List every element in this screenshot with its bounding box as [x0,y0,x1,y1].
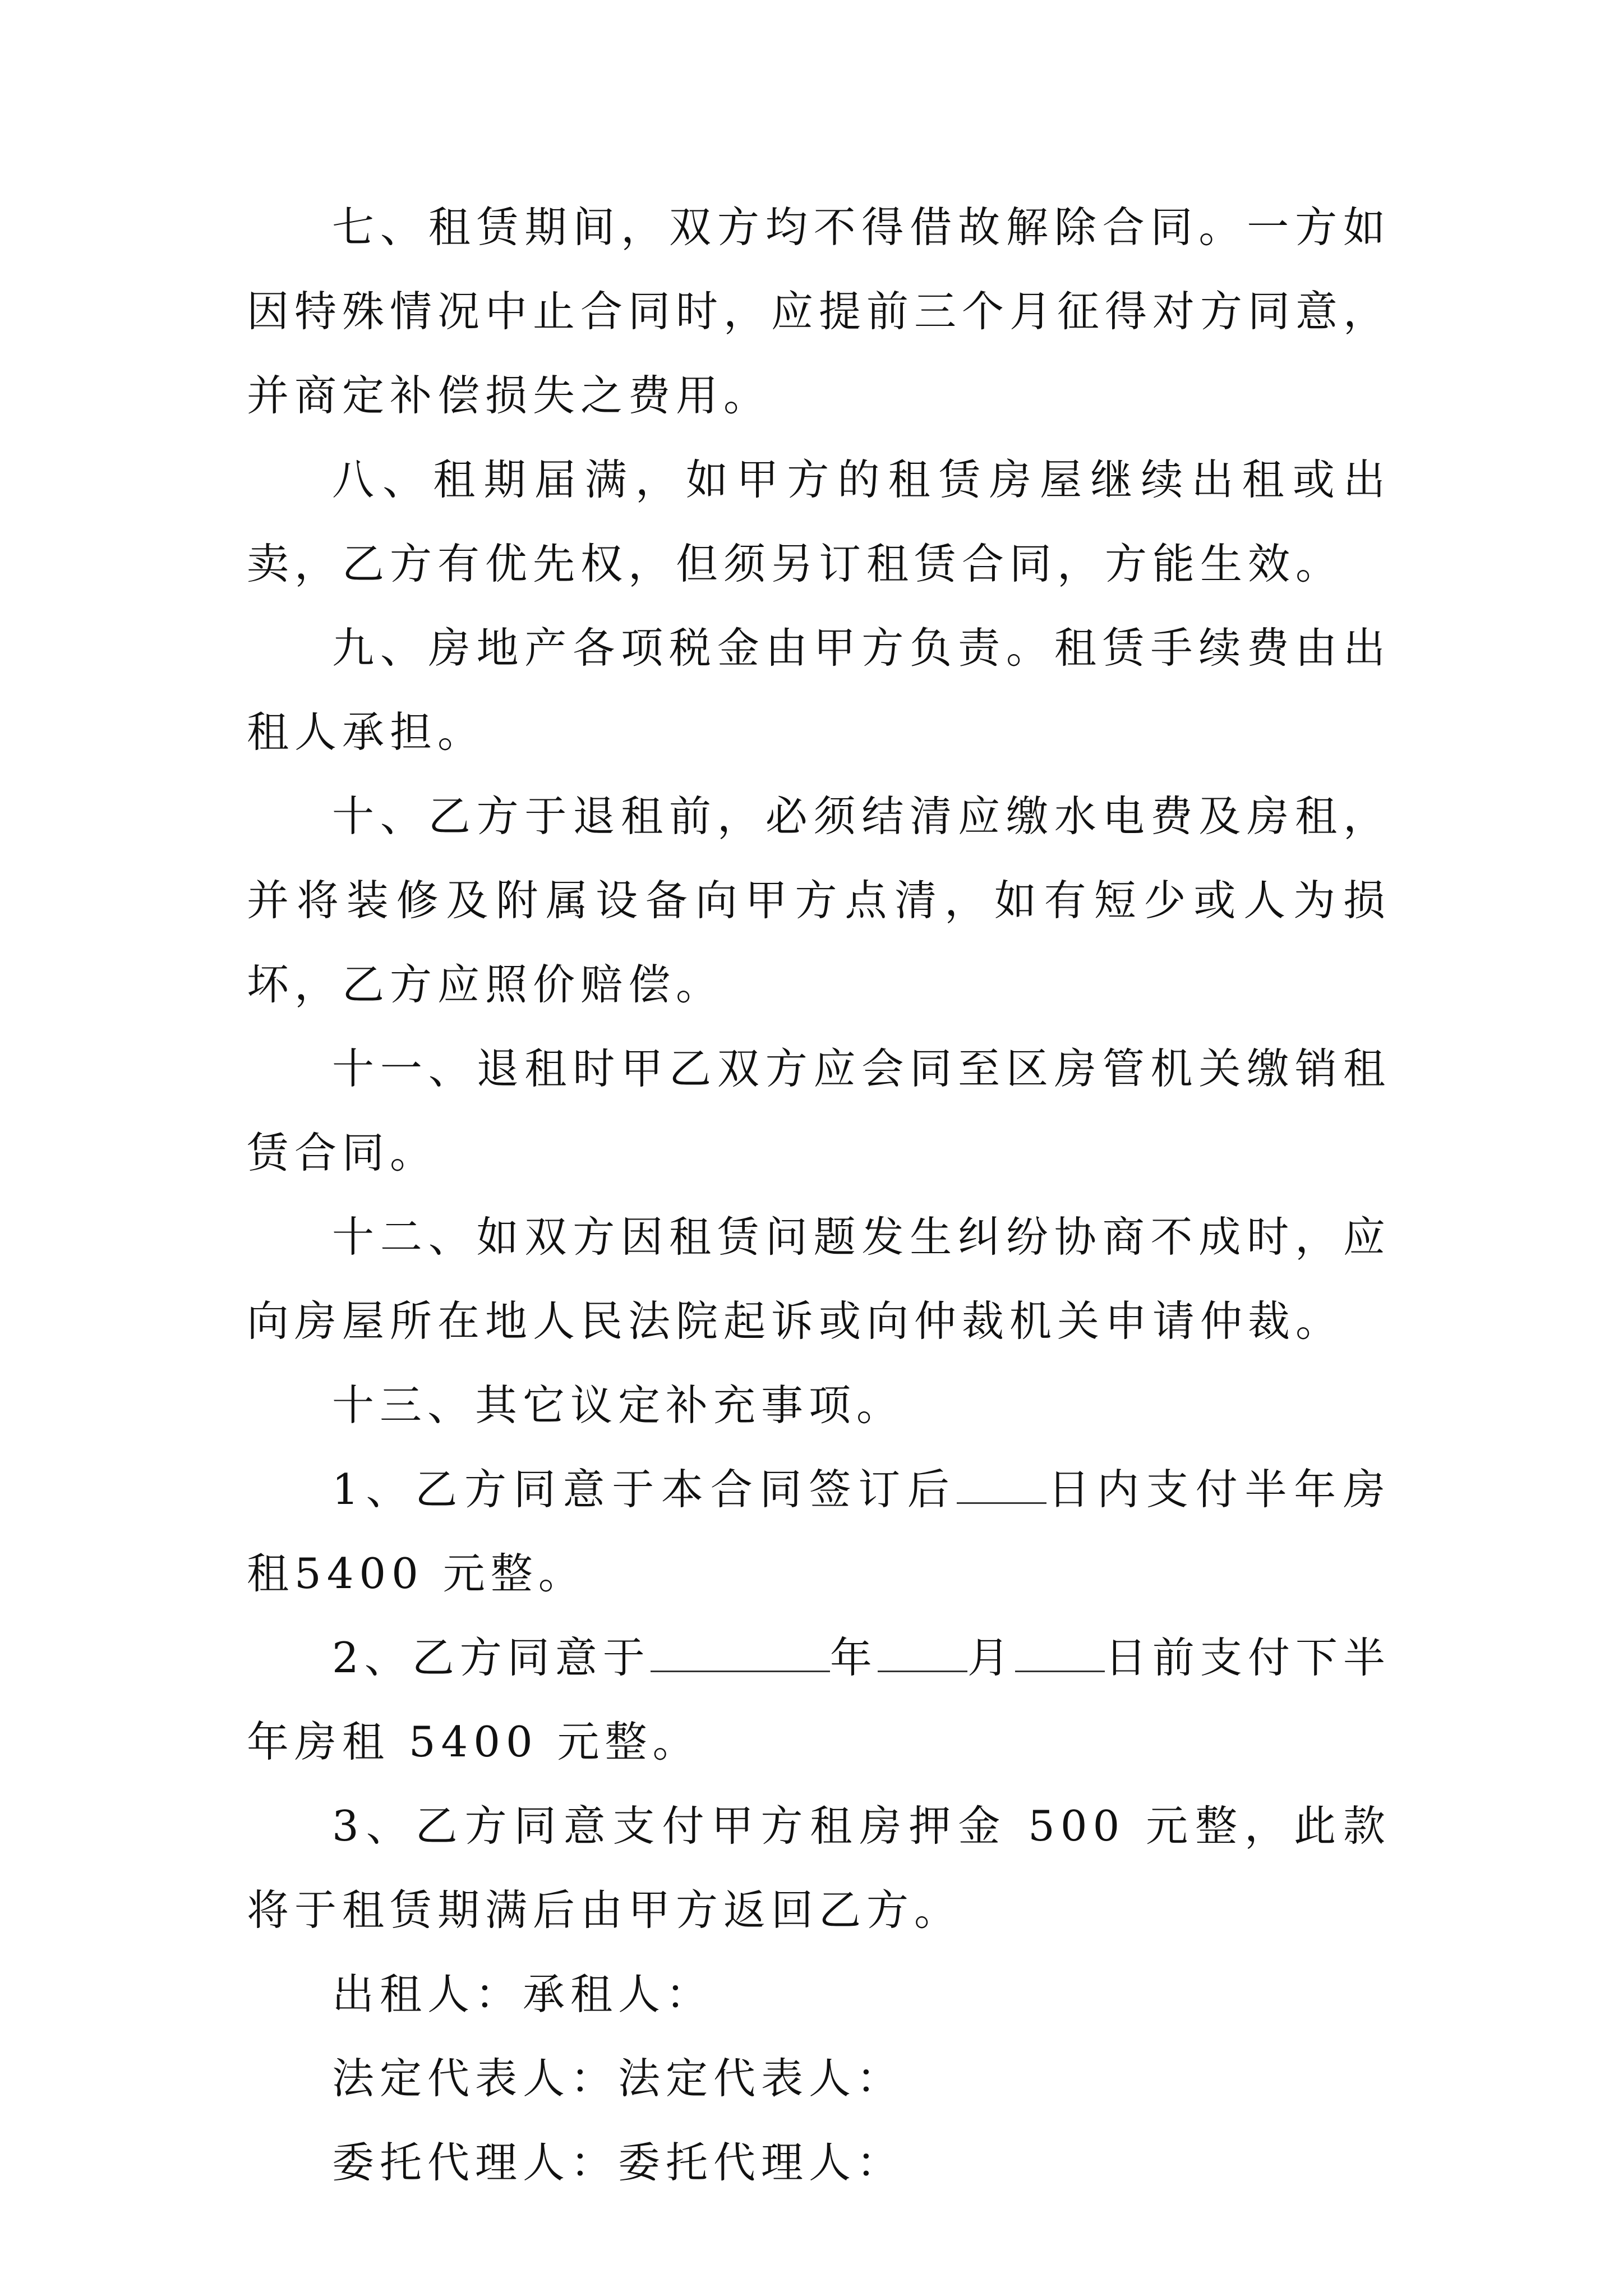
clause-12: 十二、如双方因租赁问题发生纠纷协商不成时，应向房屋所在地人民法院起诉或向仲裁机关申请仲裁。 [247,1212,1391,1346]
clause-10: 十、乙方于退租前，必须结清应缴水电费及房租，并将装修及附属设备向甲方点清，如有短少或人为损坏，乙方应照价赔偿。 [247,792,1391,1009]
clause-11: 十一、退租时甲乙双方应会同至区房管机关缴销租赁合同。 [247,1044,1391,1177]
clause-9: 九、房地产各项税金由甲方负责。租赁手续费由出租人承担。 [247,623,1391,757]
supplement-2-text-start: 2、乙方同意于 [332,1633,651,1682]
supplement-2 [247,1616,1391,1784]
signature-agents: 委托代理人：委托代理人： [332,2138,905,2187]
supplement-1 [247,1447,1391,1616]
signature-legal-representatives: 法定代表人：法定代表人： [332,2054,905,2103]
days-blank [957,1469,1046,1504]
supplement-1-text-start: 1、乙方同意于本合同签订后 [332,1465,957,1514]
year-blank [651,1637,830,1672]
contract-body [247,185,1391,2205]
clause-8: 八、租期届满，如甲方的租赁房屋继续出租或出卖，乙方有优先权，但须另订租赁合同，方能生效。 [247,455,1391,588]
supplement-3: 3、乙方同意支付甲方租房押金 500 元整，此款将于租赁期满后由甲方返回乙方。 [247,1801,1391,1935]
month-label: 月 [967,1633,1015,1682]
supplement-1-text-end: 日内支付半年房租5400 元整。 [247,1465,1391,1598]
clause-7: 七、租赁期间，双方均不得借故解除合同。一方如因特殊情况中止合同时，应提前三个月征得对方同意，并商定补偿损失之费用。 [247,203,1391,420]
month-blank [878,1637,967,1672]
signature-parties: 出租人：承租人： [332,1970,714,2019]
supplement-2-text-end: 日前支付下半年房租 5400 元整。 [247,1633,1391,1766]
year-label: 年 [829,1633,878,1682]
day-blank [1015,1637,1105,1672]
clause-13: 十三、其它议定补充事项。 [332,1381,905,1430]
